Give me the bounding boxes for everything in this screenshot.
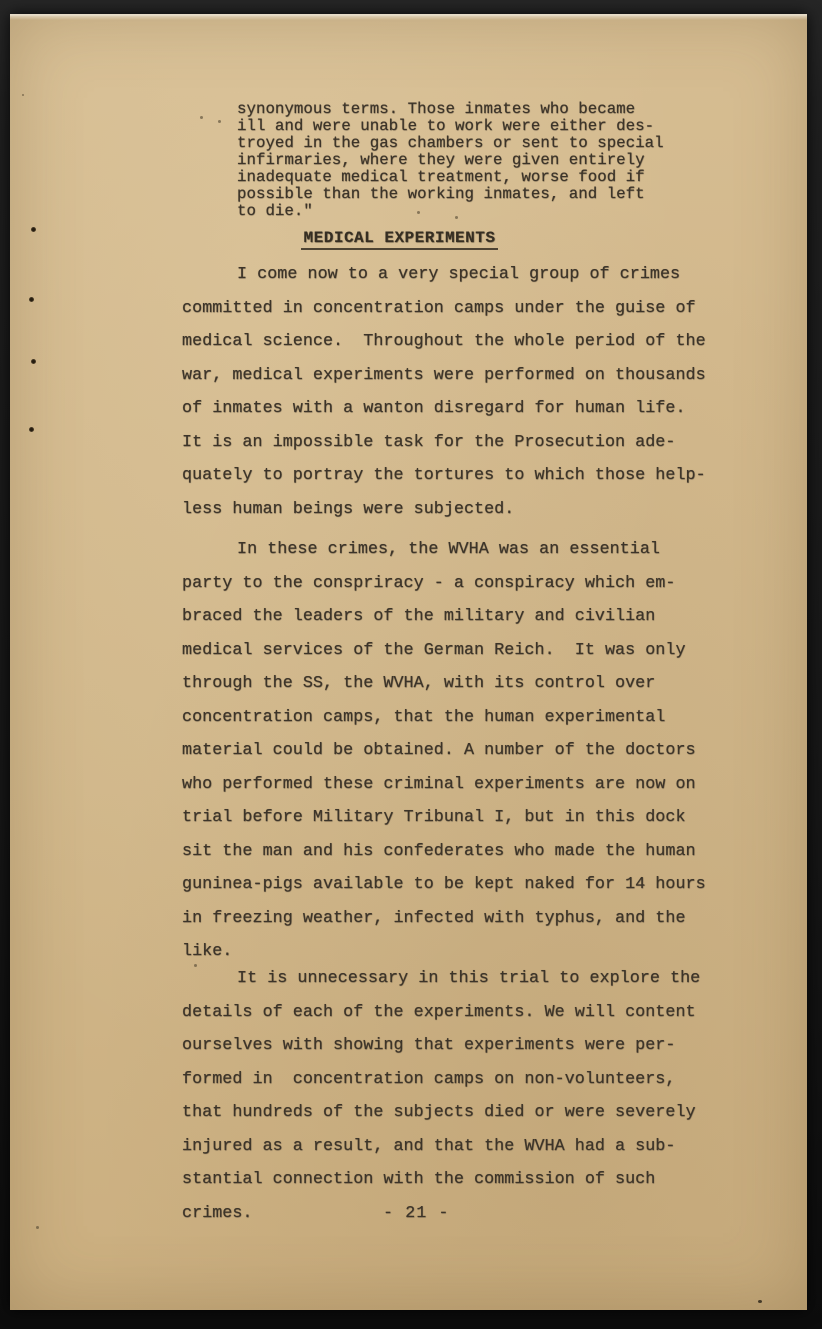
text-line: details of each of the experiments. We will content [182,1002,696,1022]
block-quote [237,101,664,220]
text-line: quately to portray the tortures to which those help- [182,466,706,485]
text-line: infirmaries, where they were given entirely [237,151,645,169]
text-line: It is an impossible task for the Prosecution ade- [182,432,676,452]
text-line: guninea-pigs available to be kept naked for 14 hours [182,875,706,894]
paper-speck [218,120,221,123]
text-line: It is unnecessary in this trial to explore the [237,969,701,988]
text-line: synonymous terms. Those inmates who became [237,100,636,118]
paper-speck [194,964,197,967]
margin-hole [29,427,34,432]
margin-hole [31,359,36,364]
text-line: sit the man and his confederates who made the human [182,841,696,861]
text-line: braced the leaders of the military and civilian [182,607,656,626]
text-line: who performed these criminal experiments are now on [182,774,696,794]
paragraph-3 [182,962,700,1230]
paper-speck [417,211,420,214]
text-line: inadequate medical treatment, worse food if [237,168,645,186]
text-line: In these crimes, the WVHA was an essential [237,540,660,559]
text-line: injured as a result, and that the WVHA had a sub- [182,1136,676,1156]
paper-speck [200,116,203,119]
paper-speck [22,94,24,96]
paper-speck [455,216,458,219]
paper-speck [758,1300,762,1303]
margin-hole [31,227,36,232]
text-line: less human beings were subjected. [182,499,515,519]
text-line: medical services of the German Reich. It was only [182,640,686,660]
section-heading-row [10,229,807,250]
text-line: ourselves with showing that experiments were per- [182,1036,676,1055]
text-line: party to the conspriracy - a conspiracy which em- [182,573,676,593]
paper-speck [36,1226,39,1229]
text-line: stantial connection with the commission of such [182,1170,656,1189]
text-line: in freezing weather, infected with typhus, and the [182,908,686,928]
text-line: that hundreds of the subjects died or were severely [182,1103,696,1122]
text-line: medical science. Throughout the whole period of the [182,332,706,351]
section-heading: MEDICAL EXPERIMENTS [301,229,499,250]
text-line: war, medical experiments were performed on thousands [182,365,706,385]
text-line: ill and were unable to work were either des- [237,117,655,135]
text-line: like. [182,942,233,961]
text-line: possible than the working inmates, and left [237,185,645,203]
text-line: through the SS, the WVHA, with its control over [182,674,656,693]
text-line: troyed in the gas chambers or sent to special [237,134,664,152]
text-line: trial before Military Tribunal I, but in this dock [182,808,686,827]
text-line: material could be obtained. A number of the doctors [182,741,696,760]
text-line: to die." [237,202,313,220]
page-number: - 21 - [383,1204,450,1223]
paragraph-1 [182,258,706,526]
text-line: of inmates with a wanton disregard for human life. [182,399,686,418]
margin-hole [29,297,34,302]
text-line: formed in concentration camps on non-volunteers, [182,1069,676,1089]
paragraph-2 [182,533,706,969]
text-line: committed in concentration camps under the guise of [182,298,696,318]
text-line: concentration camps, that the human experimental [182,707,666,727]
text-line: I come now to a very special group of crimes [237,265,681,284]
text-line: crimes. [182,1203,253,1223]
document-page [10,14,807,1310]
